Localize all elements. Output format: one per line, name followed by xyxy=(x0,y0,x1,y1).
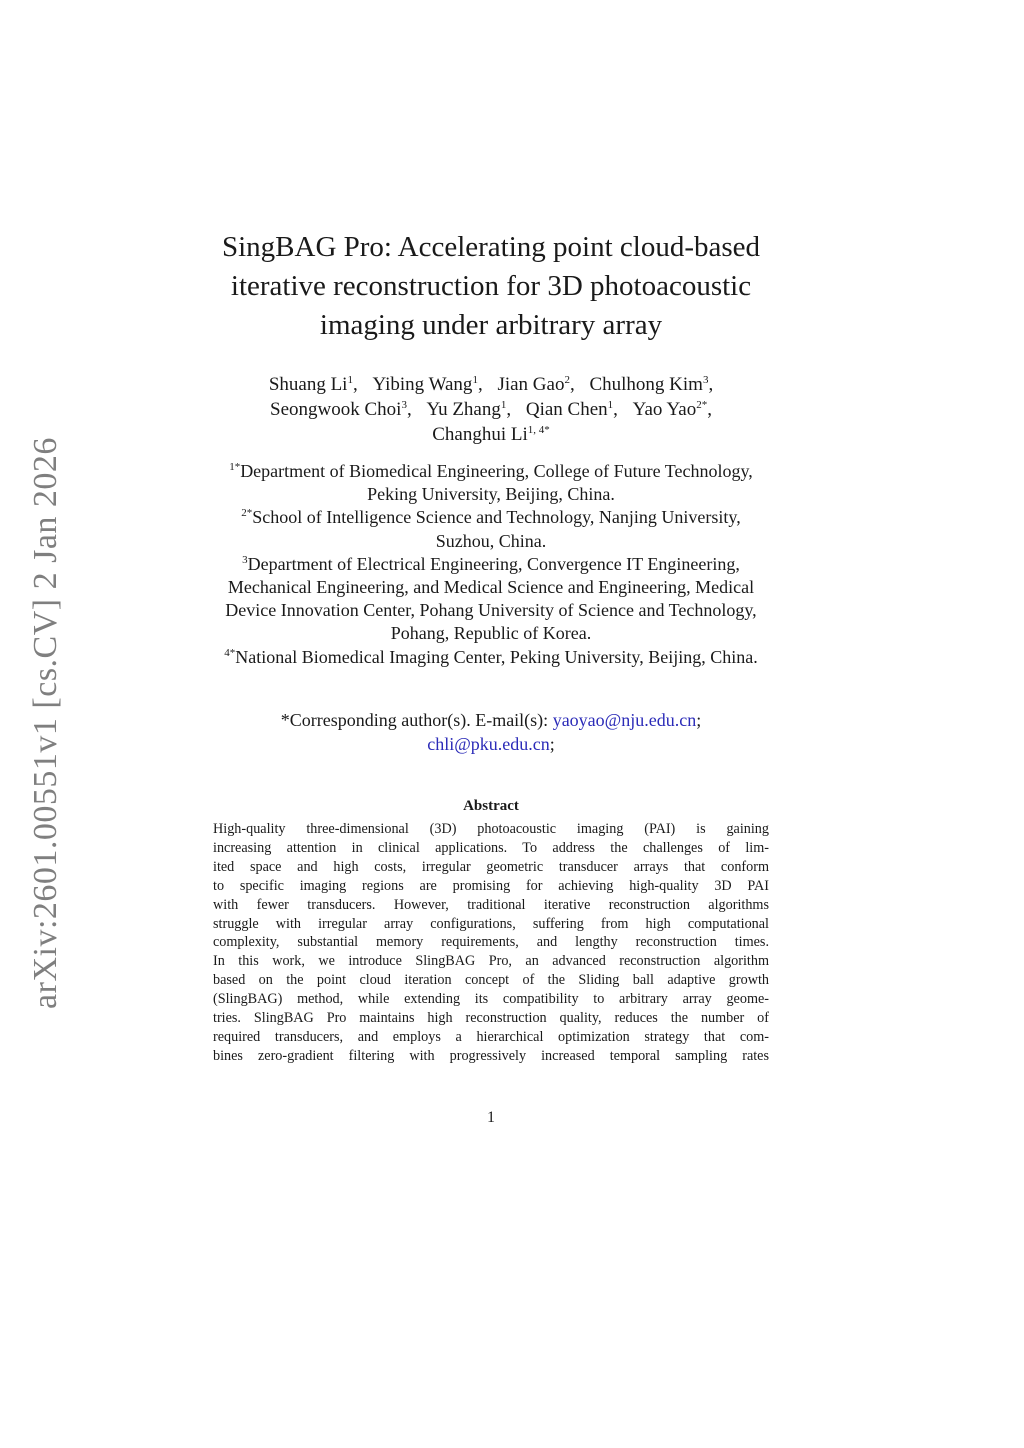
author: Seongwook Choi$^3$, xyxy=(270,399,412,420)
author: Changhui $Li^{1, 4*}$ xyxy=(432,424,550,445)
abstract-line: (SlingBAG) method, while extending its compatibility to arbitrary array geome- xyxy=(213,991,769,1008)
affiliation: $^{4*}$National Biomedical Imaging Center, Peking University, Beijing, China. xyxy=(224,646,758,667)
author: Yibing Wang$^1$, xyxy=(372,374,483,395)
title-line: SingBAG Pro: Accelerating point cloud-based xyxy=(221,231,760,263)
author: Jian Gao$^2$, xyxy=(497,374,575,395)
abstract-body xyxy=(213,820,769,1066)
corresponding-author xyxy=(160,708,822,756)
abstract-line: bines zero-gradient filtering with progressively increased temporal sampling rates xyxy=(213,1047,769,1064)
author-line xyxy=(160,397,822,422)
abstract-line: based on the point cloud iteration concept of the Sliding ball adaptive growth xyxy=(213,972,769,989)
paper-title xyxy=(160,228,822,345)
author: Qian Chen$^1$, xyxy=(525,399,618,420)
author: Yao Yao$^{2*}$, xyxy=(632,399,712,420)
email-link[interactable]: chli@pku.edu.cn xyxy=(427,734,550,754)
corresponding-line: chli@pku.edu.cn; xyxy=(427,734,555,754)
author: Chulhong Kim$^3$, xyxy=(589,374,714,395)
page-number: 1 xyxy=(487,1109,495,1126)
abstract-line: required transducers, and employs a hierarchical optimization strategy that com- xyxy=(213,1028,769,1045)
abstract-line: to specific imaging regions are promising for achieving high-quality 3D PAI xyxy=(213,877,769,894)
author-line xyxy=(160,422,822,447)
abstract-line: with fewer transducers. However, traditional iterative reconstruction algorithms xyxy=(213,896,769,913)
title-line: iterative reconstruction for 3D photoacoustic xyxy=(230,270,752,302)
corresponding-prefix: *Corresponding author(s). E-mail(s): xyxy=(280,710,553,730)
abstract-line: complexity, substantial memory requirements, and lengthy reconstruction times. xyxy=(213,934,769,951)
affiliation-continuation: Mechanical Engineering, and Medical Science and Engineering, Medical xyxy=(227,577,755,598)
affiliation: $^{2*}$School of Intelligence Science and Technology, Nanjing University, xyxy=(241,507,741,528)
author: Shuang Li$^1$, xyxy=(268,374,358,395)
abstract-line: In this work, we introduce SlingBAG Pro, an advanced reconstruction algorithm xyxy=(213,953,769,970)
affiliation-continuation: Device Innovation Center, Pohang University of Science and Technology, xyxy=(225,600,757,621)
abstract-line: tries. SlingBAG Pro maintains high reconstruction quality, reduces the number of xyxy=(213,1010,769,1027)
abstract-line: High-quality three-dimensional (3D) photoacoustic imaging (PAI) is gaining xyxy=(213,821,769,837)
abstract-line: increasing attention in clinical applications. To address the challenges of lim- xyxy=(213,839,769,856)
affiliation-continuation: Peking University, Beijing, China. xyxy=(367,484,615,505)
title-line: imaging under arbitrary array xyxy=(319,309,663,341)
affiliation-continuation: Pohang, Republic of Korea. xyxy=(390,623,592,644)
author-line xyxy=(160,372,822,397)
corresponding-line: *Corresponding author(s). E-mail(s): yaoyao@nju.edu.cn; xyxy=(280,710,702,730)
abstract-heading: Abstract xyxy=(463,798,519,814)
affiliation-continuation: Suzhou, China. xyxy=(435,530,547,551)
email-link[interactable]: yaoyao@nju.edu.cn xyxy=(552,710,697,730)
affiliation: $^3$Department of Electrical Engineering, Convergence IT Engineering, xyxy=(242,553,740,574)
arxiv-identifier-stamp: arXiv:2601.00551v1 [cs.CV] 2 Jan 2026 xyxy=(27,437,64,1009)
author-list xyxy=(160,372,822,447)
author: Yu Zhang$^1$, xyxy=(426,399,512,420)
affiliation-list xyxy=(150,460,832,669)
abstract-line: struggle with irregular array configurations, suffering from high computational xyxy=(213,915,769,932)
affiliation: $^{1*}$Department of Biomedical Engineering, College of Future Technology, xyxy=(229,461,753,481)
abstract-line: ited space and high costs, irregular geometric transducer arrays that conform xyxy=(213,858,769,875)
